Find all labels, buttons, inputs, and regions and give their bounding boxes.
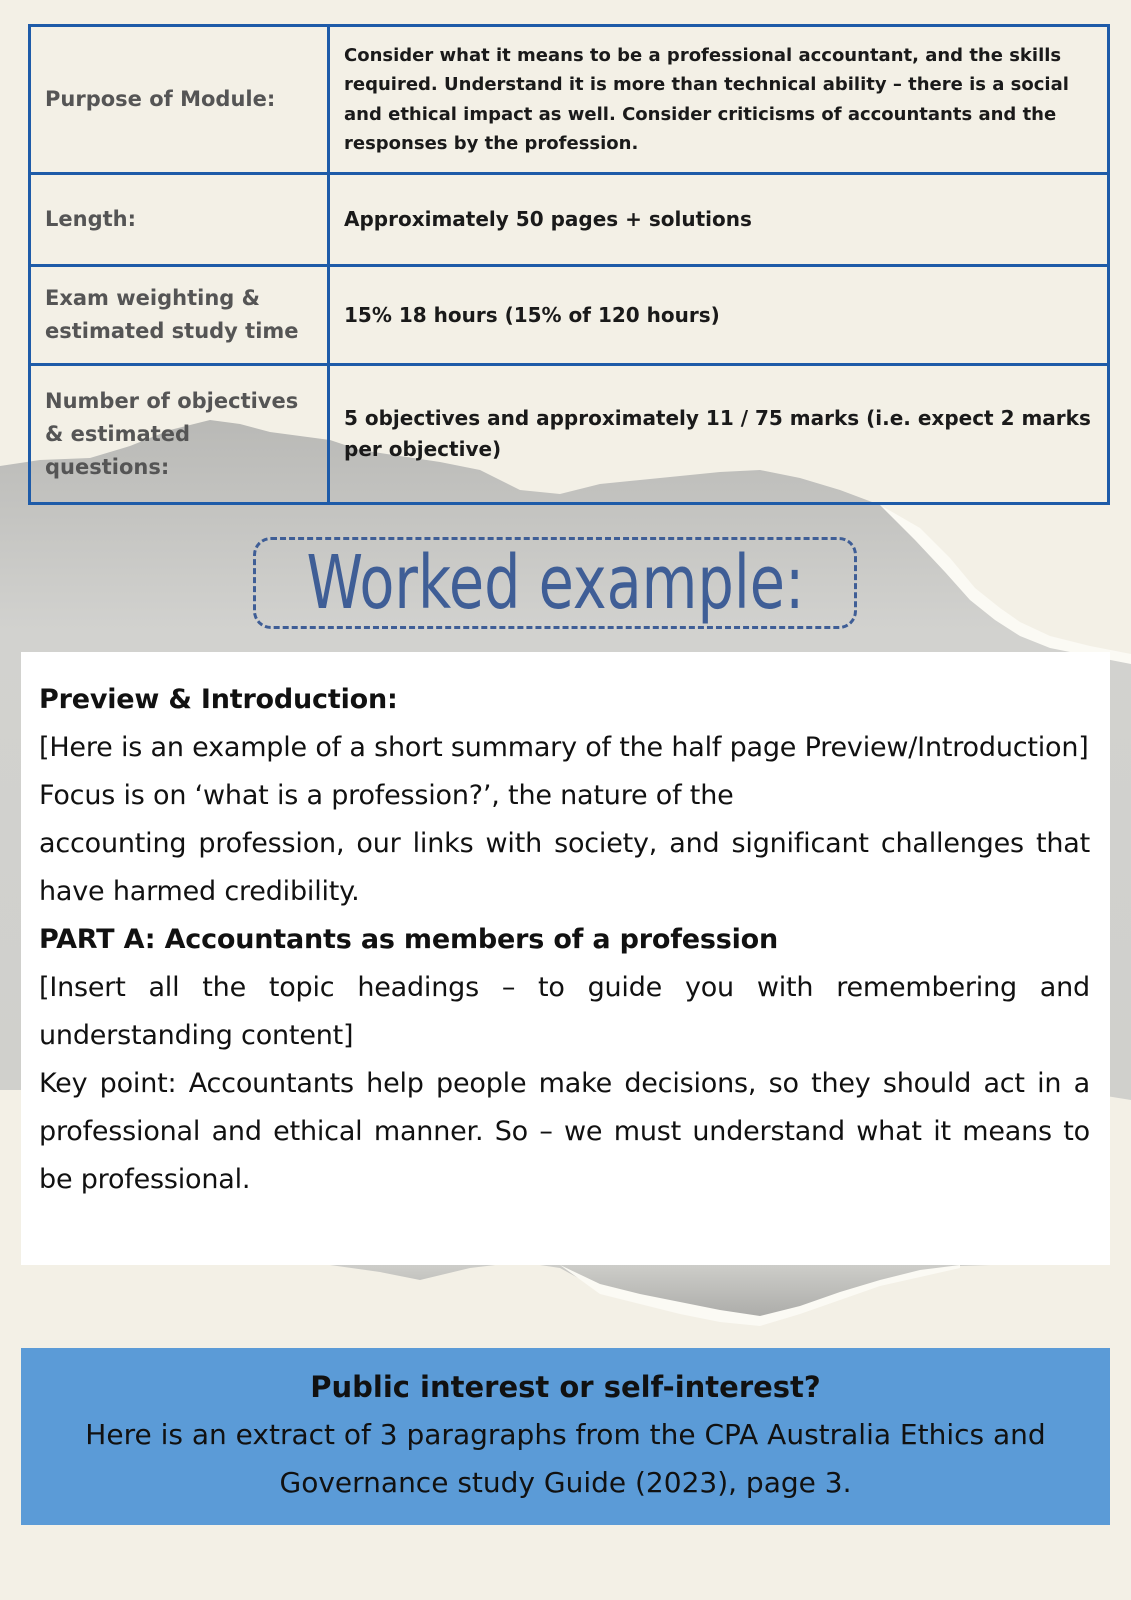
module-info-table: [28, 24, 1110, 505]
summary-panel: [21, 652, 1110, 1265]
worked-example-badge: [253, 537, 857, 629]
row-label: Purpose of Module:: [30, 26, 329, 174]
row-label: Exam weighting & estimated study time: [30, 266, 329, 365]
row-label: Length:: [30, 174, 329, 266]
torn-band-lower: [330, 1262, 990, 1322]
table-row: [30, 365, 1109, 504]
key-point: Key point: Accountants help people make decisions, so they should act in a professional and ethical manner. So – we must understand what it means to be professional.: [39, 1068, 1090, 1195]
table-row: [30, 26, 1109, 174]
callout-body: Here is an extract of 3 paragraphs from the CPA Australia Ethics and Governance study Guide (2023), page 3.: [85, 1418, 1046, 1499]
callout-title: Public interest or self-interest?: [310, 1370, 821, 1404]
focus-line: Focus is on ‘what is a profession?’, the nature of the: [39, 780, 734, 811]
part-a-heading: PART A: Accountants as members of a profession: [39, 924, 779, 955]
table-row: [30, 174, 1109, 266]
topic-headings-note: [Insert all the topic headings – to guide you with remembering and understanding content]: [39, 972, 1090, 1051]
row-value: 5 objectives and approximately 11 / 75 marks (i.e. expect 2 marks per objective): [329, 365, 1109, 504]
row-value: Approximately 50 pages + solutions: [329, 174, 1109, 266]
public-interest-callout: [21, 1348, 1110, 1525]
worked-example-title: Worked example:: [306, 540, 804, 626]
row-value: Consider what it means to be a professional accountant, and the skills required. Understand it is more than technical ability – there is a social and ethical impact as well. Consider criticisms of accountants and the responses by the profession.: [329, 26, 1109, 174]
table-row: [30, 266, 1109, 365]
row-value: 15% 18 hours (15% of 120 hours): [329, 266, 1109, 365]
focus-continuation: accounting profession, our links with society, and significant challenges that have harmed credibility.: [39, 828, 1090, 907]
row-label: Number of objectives & estimated questions:: [30, 365, 329, 504]
preview-note: [Here is an example of a short summary of the half page Preview/Introduction]: [39, 732, 1089, 763]
preview-heading: Preview & Introduction:: [39, 684, 398, 715]
